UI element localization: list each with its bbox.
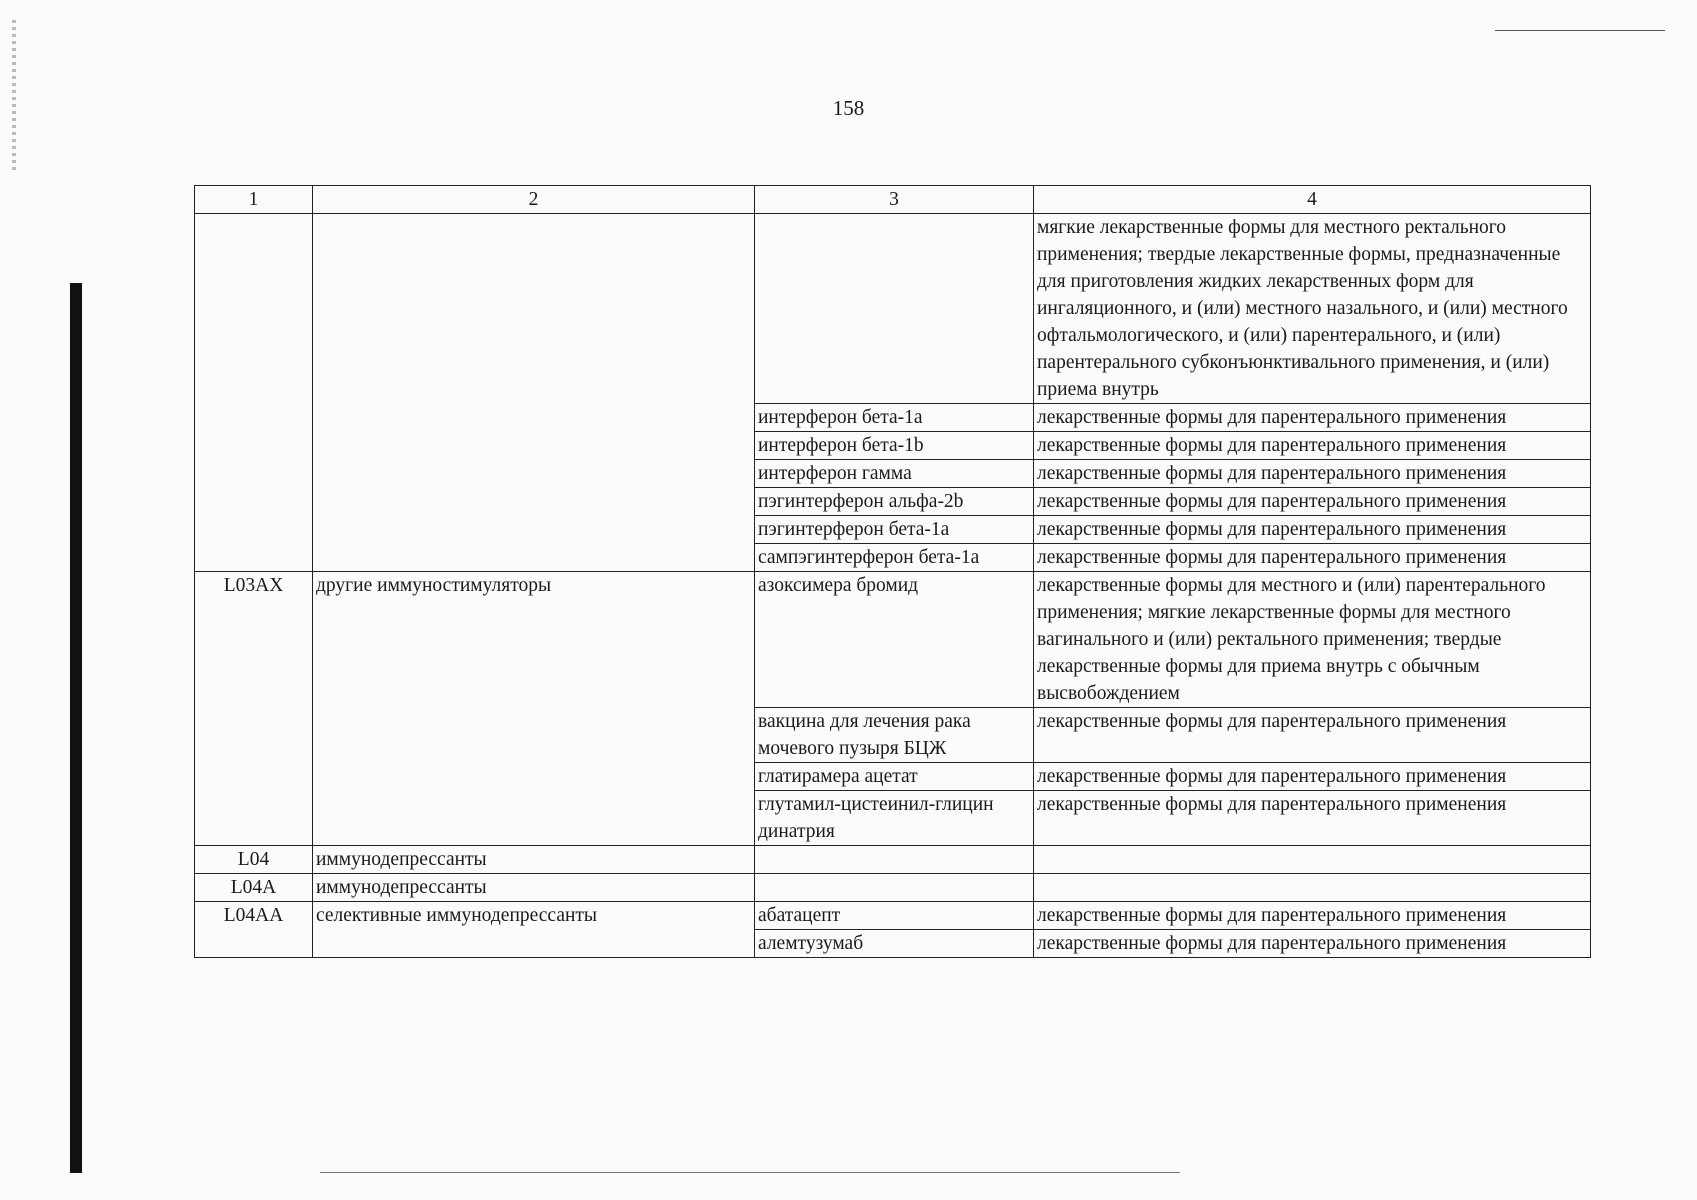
atc-code: L04 [195,846,313,874]
group-name: иммунодепрессанты [313,874,755,902]
form-cell: лекарственные формы для парентерального применения [1034,404,1591,432]
form-cell: лекарственные формы для парентерального применения [1034,488,1591,516]
code-cell-empty [195,214,313,572]
group-name: иммунодепрессанты [313,846,755,874]
group-cell-empty [313,214,755,572]
form-cell: лекарственные формы для парентерального применения [1034,763,1591,791]
drug-cell: азоксимера бромид [755,572,1034,708]
form-cell: лекарственные формы для парентерального применения [1034,516,1591,544]
drug-list-table [194,185,1591,958]
atc-code: L03AX [195,572,313,846]
form-cell: лекарственные формы для местного и (или) парентерального применения; мягкие лекарственные формы для местного вагинального и (или) ректального применения; твердые лекарственные формы для приема внутрь с обычным высвобождением [1034,572,1591,708]
scan-edge-artifact [12,20,16,170]
drug-cell-empty [755,846,1034,874]
table-row [195,846,1591,874]
form-cell: лекарственные формы для парентерального применения [1034,791,1591,846]
form-cell: лекарственные формы для парентерального применения [1034,460,1591,488]
table-row [195,874,1591,902]
table-row [195,214,1591,404]
bottom-rule [320,1172,1180,1173]
drug-cell: интерферон бета-1b [755,432,1034,460]
table-row [195,902,1591,930]
drug-cell: интерферон бета-1a [755,404,1034,432]
form-cell: лекарственные формы для парентерального применения [1034,544,1591,572]
form-cell-empty [1034,846,1591,874]
drug-cell-empty [755,214,1034,404]
atc-code: L04A [195,874,313,902]
table-row [195,572,1591,708]
drug-cell: абатацепт [755,902,1034,930]
form-cell: мягкие лекарственные формы для местного ректального применения; твердые лекарственные формы, предназначенные для приготовления жидких лекарственных форм для ингаляционного, и (или) местного назального, и (или) местного офтальмологического, и (или) парентерального, и (или) парентерального субконъюнктивального применения, и (или) приема внутрь [1034,214,1591,404]
header-col-2: 2 [313,186,755,214]
drug-cell: алемтузумаб [755,930,1034,958]
drug-cell: глатирамера ацетат [755,763,1034,791]
header-col-1: 1 [195,186,313,214]
drug-cell: вакцина для лечения рака мочевого пузыря БЦЖ [755,708,1034,763]
group-name: селективные иммунодепрессанты [313,902,755,958]
drug-cell: сампэгинтерферон бета-1a [755,544,1034,572]
drug-cell: глутамил-цистеинил-глицин динатрия [755,791,1034,846]
form-cell: лекарственные формы для парентерального применения [1034,902,1591,930]
atc-code: L04AA [195,902,313,958]
top-rule [1495,30,1665,31]
header-row [195,186,1591,214]
header-col-4: 4 [1034,186,1591,214]
form-cell-empty [1034,874,1591,902]
page-number: 158 [832,96,865,120]
scan-binding-shadow [70,283,82,1173]
form-cell: лекарственные формы для парентерального применения [1034,930,1591,958]
drug-cell: пэгинтерферон альфа-2b [755,488,1034,516]
form-cell: лекарственные формы для парентерального применения [1034,432,1591,460]
drug-cell: интерферон гамма [755,460,1034,488]
header-col-3: 3 [755,186,1034,214]
group-name: другие иммуностимуляторы [313,572,755,846]
drug-cell: пэгинтерферон бета-1a [755,516,1034,544]
drug-cell-empty [755,874,1034,902]
form-cell: лекарственные формы для парентерального применения [1034,708,1591,763]
